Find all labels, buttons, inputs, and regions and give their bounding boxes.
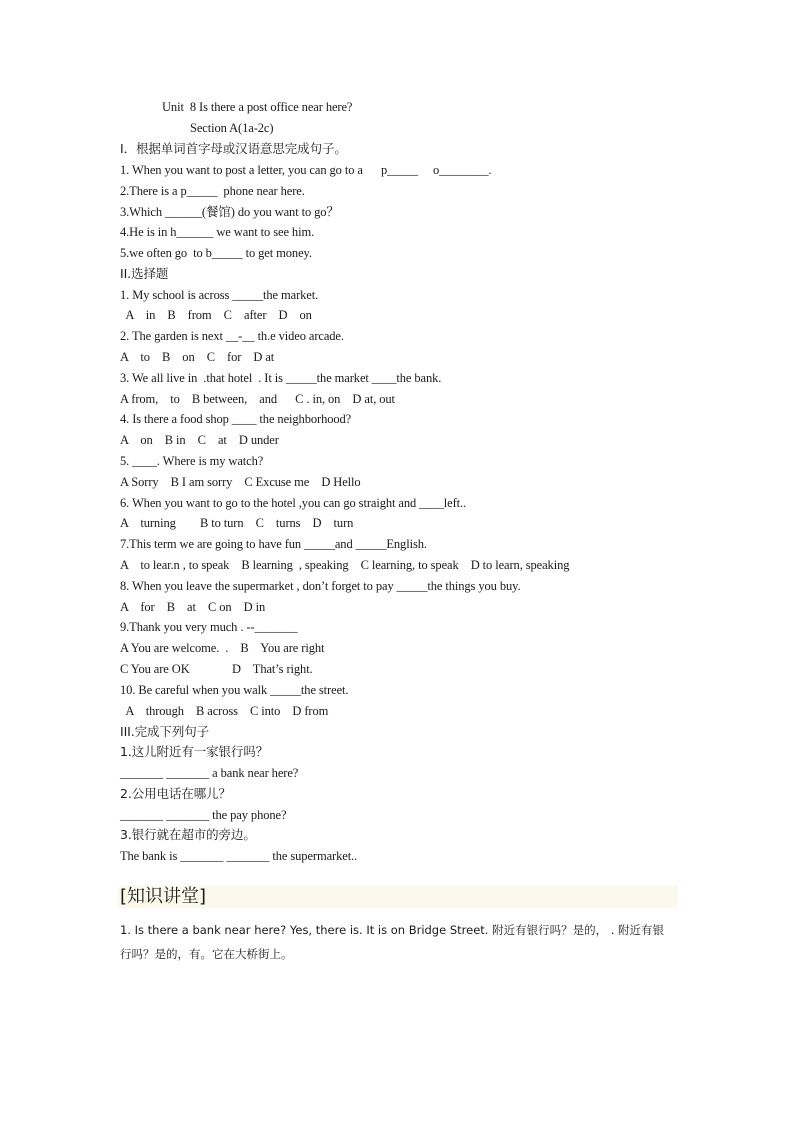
mc-question-9: 9.Thank you very much . --_______ [120,620,298,634]
translate-blank-3: The bank is _______ _______ the supermarket.. [120,849,358,863]
translate-prompt-2: 2.公用电话在哪儿？ [120,786,231,801]
part-2-heading: II.选择题 [120,266,169,281]
mc-question-10: 10. Be careful when you walk _____the street. [120,683,349,697]
knowledge-note: 1. Is there a bank near here? Yes, there is. It is on Bridge Street. 附近有银行吗？是的， . 附近有银行吗？是的，有。它在大桥街上。 [120,923,665,961]
translate-blank-2: _______ _______ the pay phone? [120,808,287,822]
mc-options-10: A through B across C into D from [120,704,329,718]
section-title: Section A(1a-2c) [190,121,274,135]
mc-question-1: 1. My school is across _____the market. [120,288,319,302]
mc-question-8: 8. When you leave the supermarket , don’t forget to pay _____the things you buy. [120,579,521,593]
mc-question-7: 7.This term we are going to have fun _____and _____English. [120,537,427,551]
translate-prompt-1: 1.这儿附近有一家银行吗？ [120,744,269,759]
mc-options-3: A from, to B between, and C . in, on D at, out [120,392,395,406]
mc-options-6: A turning B to turn C turns D turn [120,516,354,530]
mc-options-1: A in B from C after D on [120,308,312,322]
mc-options-4: A on B in C at D under [120,433,279,447]
unit-title: Unit 8 Is there a post office near here? [162,100,353,114]
fill-item-5: 5.we often go to b_____ to get money. [120,246,312,260]
mc-options-8: A for B at C on D in [120,600,266,614]
fill-item-4: 4.He is in h______ we want to see him. [120,225,315,239]
part-1-heading: I．根据单词首字母或汉语意思完成句子。 [120,141,347,156]
mc-options-7: A to lear.n , to speak B learning , speaking C learning, to speak D to learn, speaking [120,558,570,572]
translate-prompt-3: 3.银行就在超市的旁边。 [120,827,256,842]
part-3-heading: III.完成下列句子 [120,724,210,739]
fill-item-3: 3.Which ______(餐馆) do you want to go？ [120,205,339,219]
mc-question-2: 2. The garden is next __-__ th.e video arcade. [120,329,344,343]
mc-options-9a: A You are welcome. . B You are right [120,641,325,655]
mc-question-6: 6. When you want to go to the hotel ,you can go straight and ____left.. [120,496,467,510]
mc-options-9b: C You are OK D That’s right. [120,662,313,676]
mc-question-5: 5. ____. Where is my watch? [120,454,264,468]
mc-options-2: A to B on C for D at [120,350,275,364]
mc-question-4: 4. Is there a food shop ____ the neighborhood? [120,412,352,426]
fill-item-1: 1. When you want to post a letter, you can go to a p_____ o________. [120,163,492,177]
mc-question-3: 3. We all live in .that hotel . It is _____the market ____the bank. [120,371,442,385]
knowledge-heading: [知识讲堂] [120,886,207,907]
fill-item-2: 2.There is a p_____ phone near here. [120,184,305,198]
translate-blank-1: _______ _______ a bank near here? [120,766,299,780]
mc-options-5: A Sorry B I am sorry C Excuse me D Hello [120,475,361,489]
